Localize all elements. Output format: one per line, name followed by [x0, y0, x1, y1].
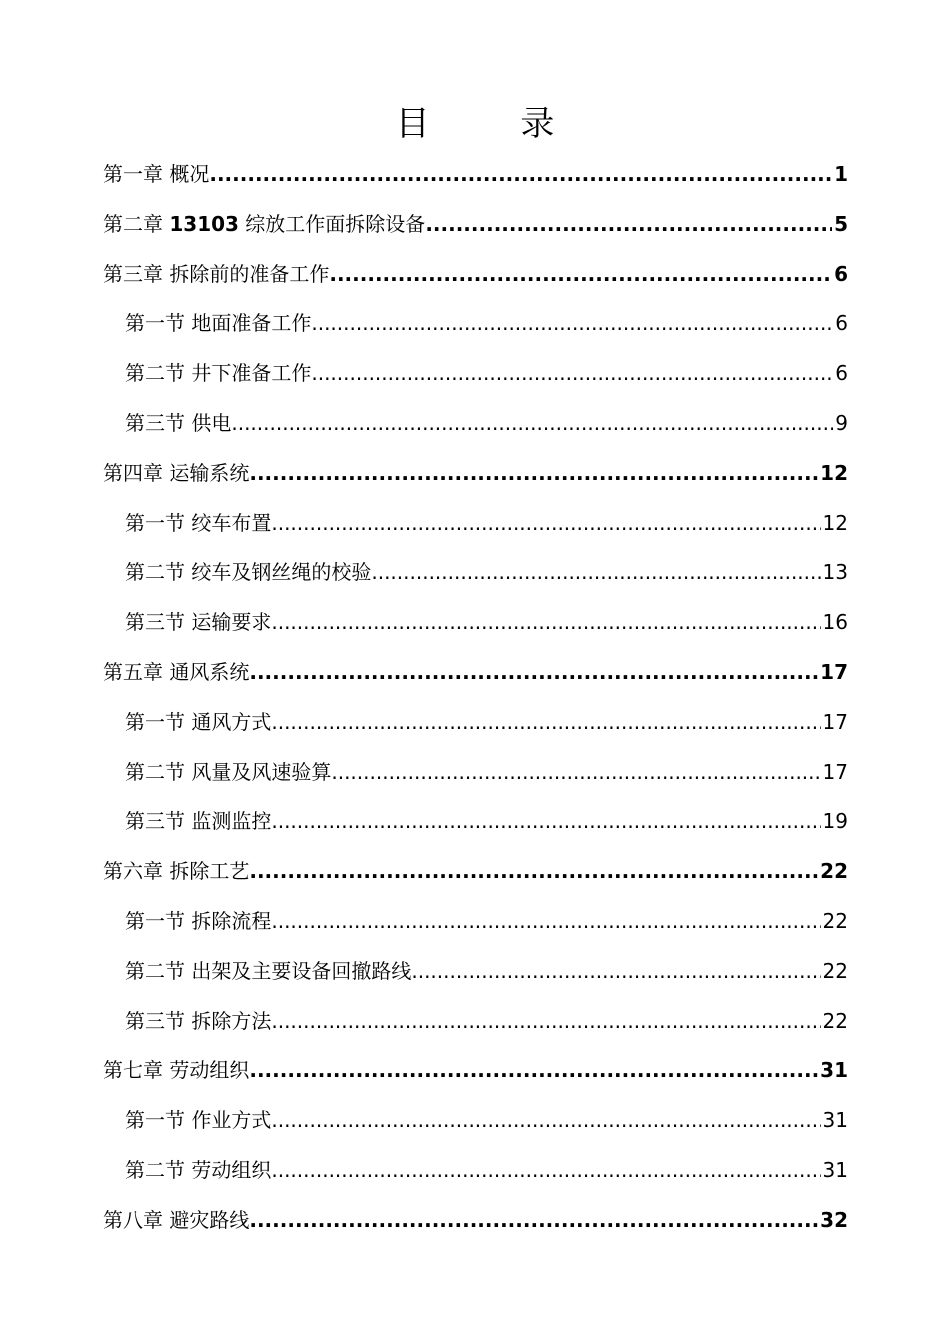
toc-section-entry[interactable]	[103, 997, 848, 1047]
toc-dot-leader	[249, 648, 818, 698]
toc-page-number: 5	[834, 211, 848, 236]
toc-entry-label: 第一节 地面准备工作	[125, 311, 312, 336]
toc-dot-leader	[231, 399, 833, 449]
toc-dot-leader	[271, 598, 820, 648]
toc-dot-leader	[311, 299, 833, 349]
toc-chapter-entry[interactable]	[103, 250, 848, 300]
toc-entry-label: 第二节 井下准备工作	[125, 361, 312, 386]
toc-dot-leader	[271, 1096, 820, 1146]
toc-chapter-entry[interactable]	[103, 150, 848, 200]
table-of-contents	[103, 150, 848, 1246]
toc-entry-label: 第三节 运输要求	[125, 610, 272, 635]
toc-dot-leader	[271, 997, 820, 1047]
toc-entry-label: 第二章 13103 综放工作面拆除设备	[103, 211, 426, 236]
toc-entry-label: 第六章 拆除工艺	[103, 859, 250, 884]
toc-page-number: 22	[822, 958, 848, 983]
toc-chapter-entry[interactable]	[103, 1046, 848, 1096]
toc-page-number: 31	[820, 1058, 848, 1083]
toc-title: 目 录	[395, 104, 595, 144]
toc-section-entry[interactable]	[103, 748, 848, 798]
toc-page-number: 1	[834, 162, 848, 186]
toc-dot-leader	[425, 200, 832, 250]
toc-entry-label: 第八章 避灾路线	[103, 1207, 250, 1232]
toc-dot-leader	[209, 150, 832, 200]
toc-page-number: 12	[820, 460, 848, 485]
toc-page-number: 19	[822, 809, 848, 834]
toc-chapter-entry[interactable]	[103, 449, 848, 499]
toc-entry-label: 第三节 拆除方法	[125, 1008, 272, 1033]
toc-entry-label: 第一节 拆除流程	[125, 908, 272, 933]
toc-chapter-entry[interactable]	[103, 648, 848, 698]
toc-dot-leader	[249, 449, 818, 499]
toc-entry-label: 第四章 运输系统	[103, 460, 250, 485]
toc-section-entry[interactable]	[103, 947, 848, 997]
toc-page-number: 32	[820, 1207, 848, 1232]
toc-entry-label: 第一节 通风方式	[125, 709, 272, 734]
toc-section-entry[interactable]	[103, 598, 848, 648]
toc-section-entry[interactable]	[103, 698, 848, 748]
toc-page-number: 22	[820, 859, 848, 884]
toc-dot-leader	[249, 1196, 818, 1246]
toc-entry-label: 第三节 供电	[125, 410, 232, 435]
toc-entry-label: 第五章 通风系统	[103, 659, 250, 684]
toc-section-entry[interactable]	[103, 399, 848, 449]
toc-page-number: 6	[834, 261, 848, 286]
toc-page-number: 22	[822, 1008, 848, 1033]
toc-dot-leader	[411, 947, 820, 997]
toc-entry-label: 第二节 出架及主要设备回撤路线	[125, 958, 412, 983]
toc-entry-label: 第一节 作业方式	[125, 1108, 272, 1133]
toc-entry-label: 第三章 拆除前的准备工作	[103, 261, 330, 286]
toc-dot-leader	[249, 1046, 818, 1096]
toc-page-number: 6	[835, 311, 848, 336]
toc-dot-leader	[271, 698, 820, 748]
toc-page-number: 6	[835, 361, 848, 386]
toc-section-entry[interactable]	[103, 1146, 848, 1196]
toc-page-number: 16	[822, 610, 848, 635]
toc-entry-label: 第一章 概况	[103, 162, 210, 186]
toc-dot-leader	[271, 897, 820, 947]
toc-dot-leader	[331, 748, 820, 798]
toc-page-number: 31	[822, 1157, 848, 1182]
toc-entry-label: 第二节 绞车及钢丝绳的校验	[125, 560, 372, 585]
toc-page-number: 31	[822, 1108, 848, 1133]
toc-dot-leader	[329, 250, 832, 300]
toc-entry-label: 第一节 绞车布置	[125, 510, 272, 535]
toc-dot-leader	[311, 349, 833, 399]
toc-page-number: 12	[822, 510, 848, 535]
toc-section-entry[interactable]	[103, 1096, 848, 1146]
toc-page-number: 22	[822, 908, 848, 933]
toc-page-number: 17	[822, 759, 848, 784]
toc-section-entry[interactable]	[103, 499, 848, 549]
toc-section-entry[interactable]	[103, 897, 848, 947]
toc-dot-leader	[271, 797, 820, 847]
toc-dot-leader	[271, 499, 820, 549]
toc-chapter-entry[interactable]	[103, 1196, 848, 1246]
toc-page-number: 17	[820, 659, 848, 684]
toc-page-number: 17	[822, 709, 848, 734]
toc-entry-label: 第二节 劳动组织	[125, 1157, 272, 1182]
toc-section-entry[interactable]	[103, 548, 848, 598]
toc-entry-label: 第三节 监测监控	[125, 809, 272, 834]
toc-dot-leader	[271, 1146, 820, 1196]
toc-entry-label: 第七章 劳动组织	[103, 1058, 250, 1083]
toc-section-entry[interactable]	[103, 797, 848, 847]
toc-chapter-entry[interactable]	[103, 847, 848, 897]
toc-dot-leader	[249, 847, 818, 897]
toc-section-entry[interactable]	[103, 299, 848, 349]
toc-entry-label: 第二节 风量及风速验算	[125, 759, 332, 784]
toc-page-number: 9	[835, 410, 848, 435]
toc-chapter-entry[interactable]	[103, 200, 848, 250]
toc-dot-leader	[371, 548, 820, 598]
toc-section-entry[interactable]	[103, 349, 848, 399]
toc-page-number: 13	[822, 560, 848, 585]
